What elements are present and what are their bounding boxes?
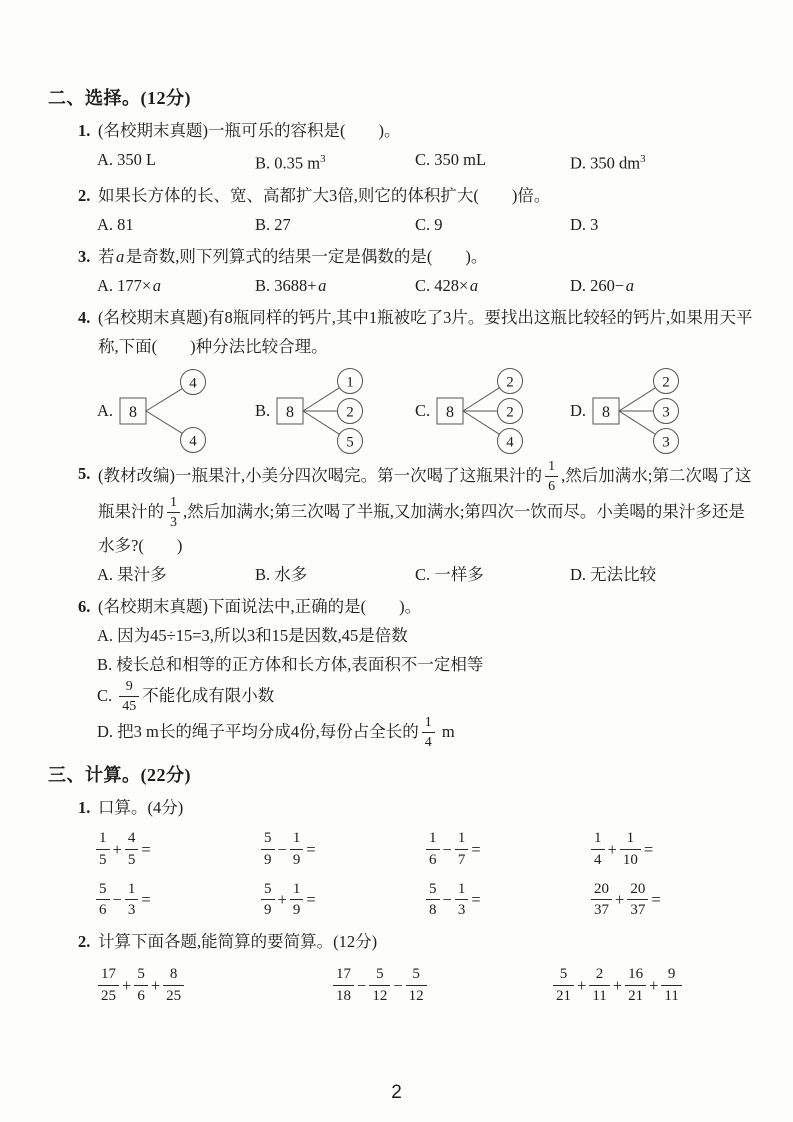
fraction: $\frac{2}{11}$ — [589, 966, 609, 1005]
question-number: 6. — [78, 596, 91, 616]
fraction: $\frac{1}{3}$ — [125, 881, 139, 920]
fraction: $\frac{5}{12}$ — [369, 966, 390, 1005]
question-text: (教材改编)一瓶果汁,小美分四次喝完。第一次喝了这瓶果汁的 $\frac{1}{6}$ ,然后加满水;第二次喝了这瓶果汁的 $\frac{1}{3}$ ,然后加满水;第三次喝了半瓶,又加满水;第四次一饮而尽。小美喝的果汁多还是水多?( ) — [98, 458, 752, 555]
page-content — [48, 84, 760, 1008]
svg-text:4: 4 — [189, 433, 197, 449]
option-c: C. 9 — [415, 214, 443, 234]
oral-expression: $\frac{20}{37}$ + $\frac{20}{37}$ = — [588, 881, 753, 920]
svg-text:2: 2 — [506, 374, 514, 390]
question-3 — [48, 242, 760, 300]
option-d: D. 3 — [570, 214, 599, 234]
section-choice-title: 二、选择。(12分) — [48, 88, 191, 108]
subquestion-title: 口算。(4分) — [98, 798, 184, 818]
question-4 — [48, 303, 760, 455]
question-text: 若a是奇数,则下列算式的结果一定是偶数的是( )。 — [98, 246, 488, 266]
page-number: 2 — [391, 1082, 402, 1103]
question-text: 如果长方体的长、宽、高都扩大3倍,则它的体积扩大( )倍。 — [98, 185, 551, 205]
balance-diagram-a — [97, 367, 255, 455]
options-row — [48, 271, 760, 300]
question-text: (名校期末真题)有8瓶同样的钙片,其中1瓶被吃了3片。要找出这瓶比较轻的钙片,如果用天平称,下面( )种分法比较合理。 — [98, 307, 753, 356]
simplify-expression: $\frac{17}{25}$ + $\frac{5}{6}$ + $\frac{8}{25}$ — [95, 966, 330, 1005]
simplify-expression: $\frac{5}{21}$ + $\frac{2}{11}$ + $\frac{16}{21}$ + $\frac{9}{11}$ — [550, 966, 760, 1005]
svg-text:8: 8 — [446, 403, 455, 421]
options-row — [48, 210, 760, 239]
option-b: B. 棱长总和相等的正方体和长方体,表面积不一定相等 — [97, 654, 484, 674]
oral-expression: $\frac{5}{9}$ + $\frac{1}{9}$ = — [258, 881, 423, 920]
oral-expression: $\frac{5}{8}$ − $\frac{1}{3}$ = — [423, 881, 588, 920]
svg-text:8: 8 — [129, 403, 138, 421]
fraction: $\frac{1}{6}$ — [545, 459, 558, 495]
option-d: D. 把3 m长的绳子平均分成4份,每份占全长的 $\frac{1}{4}$ m — [97, 715, 455, 751]
diagram-option-label: D. — [570, 400, 587, 420]
fraction: $\frac{1}{6}$ — [426, 830, 440, 869]
subquestion-number: 1. — [78, 798, 91, 818]
svg-text:5: 5 — [346, 434, 354, 450]
options-row — [48, 560, 760, 589]
svg-text:2: 2 — [662, 374, 670, 390]
option-d: D. 350 $dm^3$ — [570, 153, 646, 173]
oral-expression: $\frac{1}{4}$ + $\frac{1}{10}$ = — [588, 830, 753, 869]
fraction: $\frac{16}{21}$ — [625, 966, 646, 1005]
svg-text:3: 3 — [662, 434, 670, 450]
fraction: $\frac{1}{4}$ — [422, 715, 435, 751]
oral-calc-grid — [48, 830, 760, 919]
question-2 — [48, 181, 760, 239]
option-a: A. 350 L — [97, 150, 157, 169]
option-b: B. 水多 — [255, 564, 308, 584]
oral-expression: $\frac{5}{9}$ − $\frac{1}{9}$ = — [258, 830, 423, 869]
simplify-expression: $\frac{17}{18}$ − $\frac{5}{12}$ − $\frac{5}{12}$ — [330, 966, 550, 1005]
simplify-calc-grid — [48, 966, 760, 1005]
question-number: 5. — [78, 463, 91, 483]
question-text: (名校期末真题)一瓶可乐的容积是( )。 — [98, 121, 401, 140]
oral-expression: $\frac{1}{5}$ + $\frac{4}{5}$ = — [93, 830, 258, 869]
diagram-row — [48, 367, 760, 455]
oral-expression: $\frac{5}{6}$ − $\frac{1}{3}$ = — [93, 881, 258, 920]
oral-expression: $\frac{1}{6}$ − $\frac{1}{7}$ = — [423, 830, 588, 869]
fraction: $\frac{4}{5}$ — [125, 830, 139, 869]
section-calc-title: 三、计算。(22分) — [48, 765, 191, 786]
question-number: 3. — [78, 246, 91, 266]
option-b: B. 0.35 $m^3$ — [255, 153, 326, 173]
fraction: $\frac{20}{37}$ — [591, 881, 612, 920]
option-a: A. 81 — [97, 214, 134, 234]
simplify-calc-block — [48, 927, 760, 1005]
fraction: $\frac{9}{45}$ — [119, 679, 139, 715]
fraction: $\frac{5}{9}$ — [261, 830, 275, 869]
question-number: 4. — [78, 307, 91, 327]
options-row — [48, 145, 760, 178]
balance-diagram-b — [255, 367, 415, 455]
option-b: B. 27 — [255, 214, 291, 234]
diagram-option-label: B. — [255, 400, 271, 420]
fraction: $\frac{17}{18}$ — [333, 966, 354, 1005]
option-d: D. 无法比较 — [570, 564, 657, 584]
fraction: $\frac{5}{9}$ — [261, 881, 275, 920]
oral-calc-block — [48, 793, 760, 919]
grouping-diagram — [115, 367, 215, 455]
option-a: A. 因为45÷15=3,所以3和15是因数,45是倍数 — [97, 625, 408, 645]
fraction: $\frac{1}{5}$ — [96, 830, 110, 869]
grouping-diagram — [588, 367, 688, 455]
question-number: 2. — [78, 185, 91, 205]
svg-text:4: 4 — [189, 375, 197, 391]
fraction: $\frac{1}{4}$ — [591, 830, 605, 869]
question-6 — [48, 592, 760, 751]
fraction: $\frac{1}{7}$ — [455, 830, 469, 869]
diagram-option-label: C. — [415, 400, 431, 420]
option-a: A. 177×a — [97, 275, 161, 295]
question-5 — [48, 459, 760, 589]
fraction: $\frac{17}{25}$ — [98, 966, 119, 1005]
svg-text:3: 3 — [662, 404, 670, 420]
svg-text:2: 2 — [346, 404, 354, 420]
diagram-option-label: A. — [97, 400, 114, 420]
subquestion-number: 2. — [78, 932, 91, 952]
option-d: D. 260−a — [570, 275, 634, 295]
option-a: A. 果汁多 — [97, 564, 167, 584]
fraction: $\frac{8}{25}$ — [163, 966, 184, 1005]
fraction: $\frac{5}{6}$ — [134, 966, 148, 1005]
svg-text:2: 2 — [506, 404, 514, 420]
fraction: $\frac{5}{12}$ — [406, 966, 427, 1005]
fraction: $\frac{5}{8}$ — [426, 881, 440, 920]
grouping-diagram — [432, 367, 532, 455]
question-text: (名校期末真题)下面说法中,正确的是( )。 — [98, 596, 422, 616]
fraction: $\frac{1}{3}$ — [167, 495, 180, 531]
fraction: $\frac{9}{11}$ — [661, 966, 681, 1005]
fraction: $\frac{1}{9}$ — [290, 830, 304, 869]
grouping-diagram — [272, 367, 372, 455]
balance-diagram-c — [415, 367, 570, 455]
fraction: $\frac{1}{3}$ — [455, 881, 469, 920]
subquestion-title: 计算下面各题,能简算的要简算。(12分) — [98, 932, 378, 952]
option-c: C. 一样多 — [415, 564, 484, 584]
svg-text:1: 1 — [346, 374, 354, 390]
svg-text:8: 8 — [602, 403, 611, 421]
option-c: C. 428×a — [415, 275, 479, 295]
fraction: $\frac{1}{10}$ — [620, 830, 641, 869]
svg-text:8: 8 — [286, 403, 295, 421]
fraction: $\frac{1}{9}$ — [290, 881, 304, 920]
option-c: C. 350 mL — [415, 150, 487, 169]
question-number: 1. — [78, 121, 91, 140]
fraction: $\frac{5}{21}$ — [553, 966, 574, 1005]
question-1 — [48, 116, 760, 178]
svg-text:4: 4 — [506, 434, 514, 450]
balance-diagram-d — [570, 367, 760, 455]
option-c: C. $\frac{9}{45}$ 不能化成有限小数 — [97, 678, 275, 714]
fraction: $\frac{5}{6}$ — [96, 881, 110, 920]
fraction: $\frac{20}{37}$ — [627, 881, 648, 920]
option-b: B. 3688+a — [255, 275, 327, 295]
